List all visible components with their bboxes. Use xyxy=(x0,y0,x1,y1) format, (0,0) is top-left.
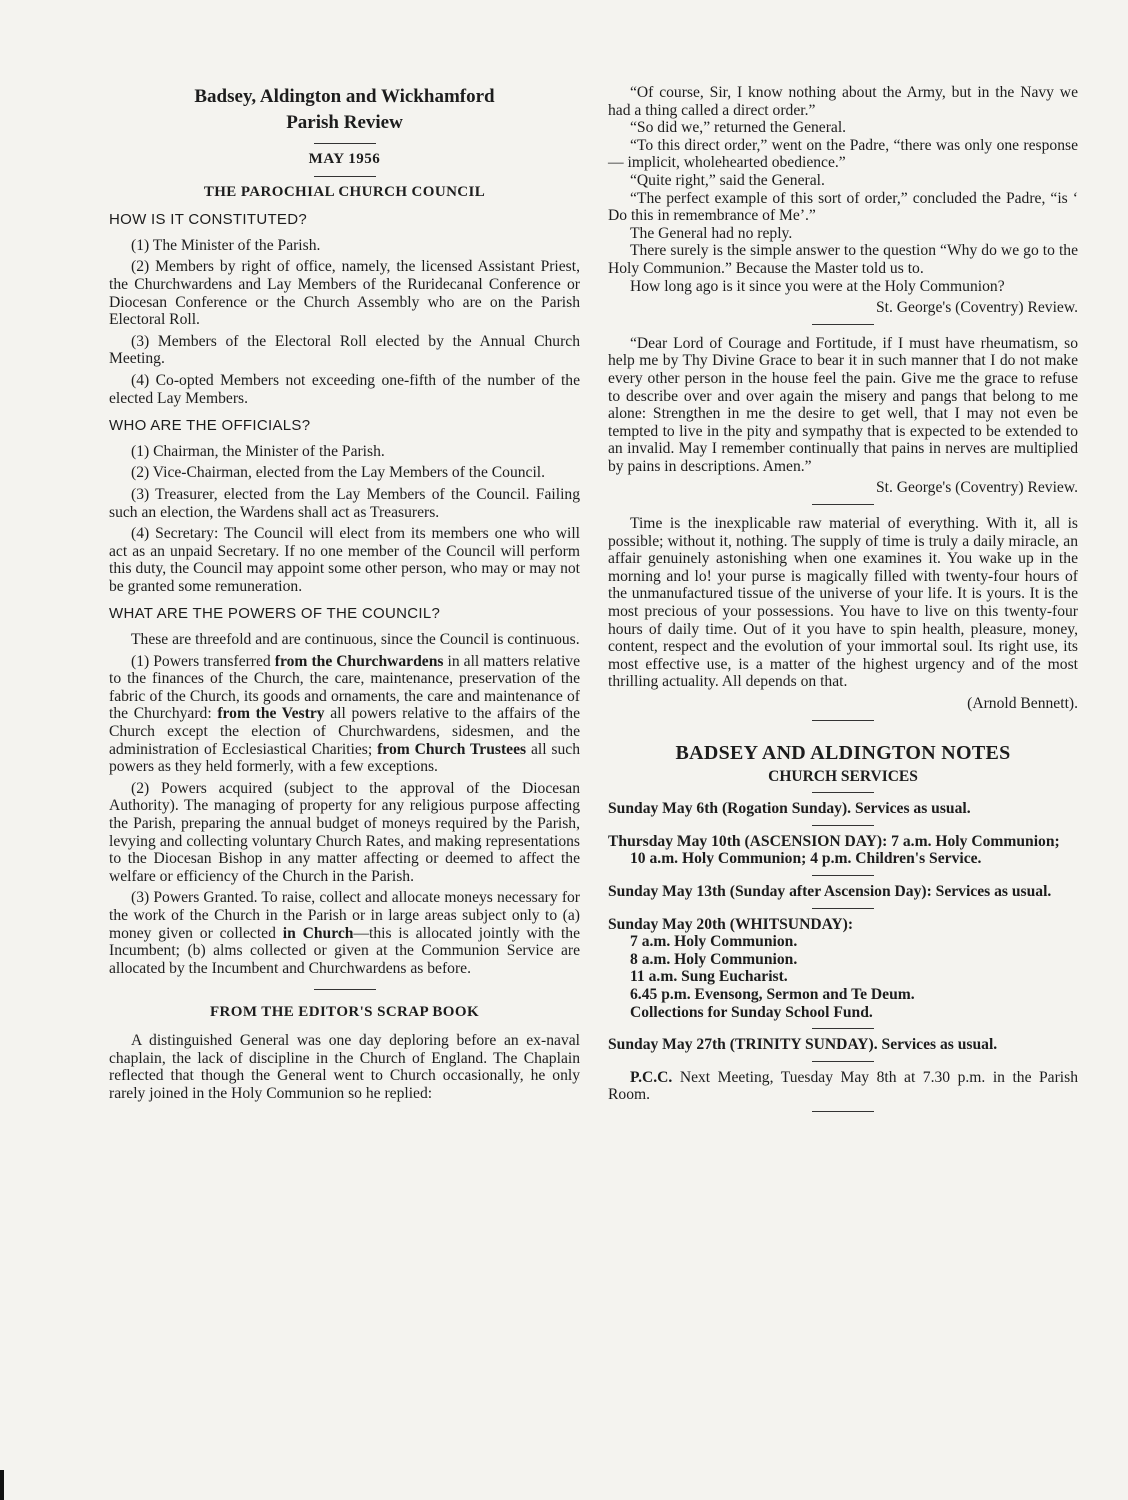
constituted-heading: HOW IS IT CONSTITUTED? xyxy=(109,211,307,229)
dialogue-line: “The perfect example of this sort of order,” concluded the Padre, “is ‘ Do this in remembrance of Me’.” xyxy=(608,189,1078,225)
powers-item-1: (1) Powers transferred from the Churchwardens in all matters relative to the finances of the Church, the care, maintenance, preservation of the fabric of the Church, its goods and ornaments, the care and maintenance of the Churchyard: from the Vestry all powers relative to the affairs of the Church except the election of Churchwardens, sidesmen, and the administration of Ecclesiastical Charities; from Church Trustees all such powers as they held formerly, with a few exceptions. xyxy=(109,652,581,776)
divider xyxy=(812,504,874,505)
dialogue-line: “To this direct order,” went on the Padre, “there was only one response — implicit, wholehearted obedience.” xyxy=(608,136,1078,172)
dialogue-line: How long ago is it since you were at the Holy Communion? xyxy=(630,277,1005,295)
service-may27: Sunday May 27th (TRINITY SUNDAY). Services as usual. xyxy=(608,1036,998,1054)
constituted-item: (2) Members by right of office, namely, the licensed Assistant Priest, the Churchwardens and Lay Members of the Ruridecanal Conference or Diocesan Conference or the Church Assembly who are on the Parish Electoral Roll. xyxy=(109,258,580,329)
service-line: 7 a.m. Holy Communion. xyxy=(630,933,798,951)
dialogue-line: The General had no reply. xyxy=(630,224,793,242)
pcc-title: THE PAROCHIAL CHURCH COUNCIL xyxy=(203,183,486,200)
divider xyxy=(314,176,376,177)
divider xyxy=(314,989,376,990)
officials-item: (2) Vice-Chairman, elected from the Lay Members of the Council. xyxy=(131,464,546,482)
dialogue-line: There surely is the simple answer to the question “Why do we go to the Holy Communion.” Because the Master told us to. xyxy=(608,242,1078,277)
time-text: Time is the inexplicable raw material of everything. With it, all is possible; without it, nothing. The supply of time is truly a daily miracle, an affair genuinely astonishing when one examines it. You wake up in the morning and lo! your purse is magically filled with twenty-four hours of the unmanufactured tissue of the universe of your life. It is yours. It is the most precious of your possessions. You have to live on this twenty-four hours of daily time. Out of it you have to spin health, pleasure, money, content, respect and the evolution of your immortal soul. Its right use, its most effective use, is a matter of the highest urgency and of the most thrilling actuality. All depends on that. xyxy=(608,515,1078,691)
service-line: Collections for Sunday School Fund. xyxy=(630,1003,873,1021)
prayer-text: “Dear Lord of Courage and Fortitude, if I must have rheumatism, so help me by Thy Divine Grace to bear it in such manner that I do not make every other person in the house feel the pain. Give me the grace to refuse to describe over and over again the misery and pangs that belong to me alone: Strengthen in me the desire to get well, that I may not even be tempted to live in the pity and sympathy that is expected to be extended to an invalid. May I remember continually that pains in nerves are multiplied by pains in descriptions. Amen.” xyxy=(608,334,1078,475)
pcc-meeting-note: P.C.C. Next Meeting, Tuesday May 8th at 7.30 p.m. in the Parish Room. xyxy=(608,1068,1078,1104)
officials-item: (3) Treasurer, elected from the Lay Members of the Council. Failing such an election, the Wardens shall act as Treasurers. xyxy=(109,485,580,521)
masthead-title: Badsey, Aldington and Wickhamford xyxy=(194,86,495,107)
service-may10: Thursday May 10th (ASCENSION DAY): 7 a.m. Holy Communion; 10 a.m. Holy Communion; 4 p.m. Children's Service. xyxy=(608,832,1060,868)
constituted-item: (3) Members of the Electoral Roll elected by the Annual Church Meeting. xyxy=(109,332,580,368)
issue-date: MAY 1956 xyxy=(308,151,381,167)
divider xyxy=(812,825,874,826)
divider xyxy=(812,792,874,793)
powers-item-3: (3) Powers Granted. To raise, collect and allocate moneys necessary for the work of the Church in the Parish or in large areas subject only to (a) money given or collected in Church—this is allocated jointly with the Incumbent; (b) alms collected or given at the Communion Service are allocated by the Incumbent and Churchwardens as before. xyxy=(109,889,580,977)
service-line: 8 a.m. Holy Communion. xyxy=(630,950,798,968)
constituted-item: (1) The Minister of the Parish. xyxy=(131,236,321,254)
constituted-item: (4) Co-opted Members not exceeding one-fifth of the number of the elected Lay Members. xyxy=(109,371,580,407)
divider xyxy=(812,908,874,909)
notes-title: BADSEY AND ALDINGTON NOTES xyxy=(675,741,1011,764)
dialogue-line: “Of course, Sir, I know nothing about the Army, but in the Navy we had a thing called a direct order.” xyxy=(608,84,1078,119)
powers-heading: WHAT ARE THE POWERS OF THE COUNCIL? xyxy=(109,605,441,623)
divider xyxy=(812,875,874,876)
divider xyxy=(812,1111,874,1112)
source-credit: (Arnold Bennett). xyxy=(967,695,1078,712)
scrapbook-title: FROM THE EDITOR'S SCRAP BOOK xyxy=(209,1004,480,1021)
masthead-subtitle: Parish Review xyxy=(286,112,403,133)
divider xyxy=(812,324,874,325)
notes-subtitle: CHURCH SERVICES xyxy=(768,767,918,785)
page-edge-mark xyxy=(0,1470,4,1500)
scrapbook-intro: A distinguished General was one day deploring before an ex-naval chaplain, the lack of discipline in the Church of England. The Chaplain reflected that though the General went to Church occasionally, he only rarely joined in the Holy Communion so he replied: xyxy=(109,1031,580,1102)
service-may20-heading: Sunday May 20th (WHITSUNDAY): xyxy=(608,915,854,933)
service-line: 6.45 p.m. Evensong, Sermon and Te Deum. xyxy=(630,985,915,1003)
powers-intro: These are threefold and are continuous, since the Council is continuous. xyxy=(131,631,580,649)
powers-item-2: (2) Powers acquired (subject to the approval of the Diocesan Authority). The managing of property for any religious purpose affecting the Parish, preparing the annual budget of moneys required by the Parish, levying and collecting voluntary Church Rates, and making representations to the Diocesan Bishop in any matter affecting or deemed to affect the welfare or efficiency of the Church in the Parish. xyxy=(109,779,580,885)
right-column xyxy=(608,84,1078,1119)
source-credit: St. George's (Coventry) Review. xyxy=(875,299,1078,317)
officials-item: (4) Secretary: The Council will elect from its members one who will act as an unpaid Secretary. If no one member of the Council will perform this duty, the Council may appoint some other person, who may or may not be granted some remuneration. xyxy=(109,525,580,595)
dialogue-line: “Quite right,” said the General. xyxy=(630,171,825,189)
officials-item: (1) Chairman, the Minister of the Parish. xyxy=(131,442,385,460)
officials-heading: WHO ARE THE OFFICIALS? xyxy=(109,417,311,435)
service-line: 11 a.m. Sung Eucharist. xyxy=(630,968,788,986)
left-column xyxy=(109,84,580,1106)
service-may6: Sunday May 6th (Rogation Sunday). Services as usual. xyxy=(608,800,971,818)
source-credit: St. George's (Coventry) Review. xyxy=(875,479,1078,497)
service-may13: Sunday May 13th (Sunday after Ascension Day): Services as usual. xyxy=(608,882,1052,900)
divider xyxy=(812,1028,874,1029)
divider xyxy=(812,1061,874,1062)
divider xyxy=(314,143,376,144)
divider xyxy=(812,720,874,721)
dialogue-line: “So did we,” returned the General. xyxy=(630,119,847,137)
